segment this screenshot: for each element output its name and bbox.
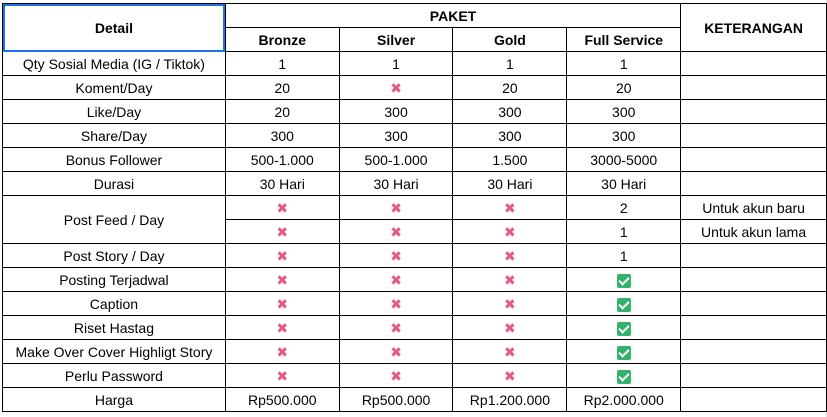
value-cell[interactable]: 300 (225, 124, 339, 148)
check-icon (617, 322, 631, 336)
x-icon: ✖ (504, 223, 516, 240)
table-row (3, 268, 827, 292)
table-row (3, 52, 827, 76)
detail-header-cell[interactable]: Detail (3, 4, 226, 52)
value-cell[interactable]: 30 Hari (453, 172, 567, 196)
table-row (3, 172, 827, 196)
check-icon (617, 346, 631, 360)
x-icon: ✖ (504, 271, 516, 288)
x-icon: ✖ (390, 271, 402, 288)
check-icon (617, 298, 631, 312)
x-icon: ✖ (276, 367, 289, 384)
row-label-cell[interactable]: Share/Day (3, 124, 226, 148)
value-cell[interactable]: 300 (339, 100, 453, 124)
value-cell[interactable] (225, 292, 339, 316)
table-row (3, 340, 827, 364)
value-cell[interactable] (339, 220, 453, 244)
note-cell[interactable] (681, 268, 827, 292)
value-cell[interactable] (567, 268, 681, 292)
value-cell[interactable]: 300 (453, 124, 567, 148)
x-icon: ✖ (504, 367, 516, 384)
note-cell[interactable]: Untuk akun baru (681, 196, 827, 220)
row-label-cell[interactable]: Caption (3, 292, 226, 316)
value-cell[interactable] (225, 268, 339, 292)
value-cell[interactable]: 500-1.000 (225, 148, 339, 172)
value-cell[interactable] (567, 316, 681, 340)
value-cell[interactable]: 30 Hari (567, 172, 681, 196)
value-cell[interactable] (339, 196, 453, 220)
header-row-1 (3, 4, 827, 28)
package-header-silver[interactable]: Silver (339, 28, 453, 52)
x-icon: ✖ (390, 319, 402, 336)
value-cell[interactable]: 1 (567, 220, 681, 244)
table-row (3, 124, 827, 148)
note-cell[interactable] (681, 292, 827, 316)
value-cell[interactable]: 30 Hari (339, 172, 453, 196)
value-cell[interactable]: 2 (567, 196, 681, 220)
row-label-cell[interactable]: Perlu Password (3, 364, 226, 388)
note-cell[interactable] (681, 100, 827, 124)
value-cell[interactable]: 1 (567, 244, 681, 268)
x-icon: ✖ (390, 367, 402, 384)
value-cell[interactable] (339, 76, 453, 100)
note-cell[interactable] (681, 316, 827, 340)
value-cell[interactable]: 3000-5000 (567, 148, 681, 172)
value-cell[interactable]: 300 (567, 124, 681, 148)
value-cell[interactable]: 1 (225, 52, 339, 76)
row-label-cell[interactable]: Qty Sosial Media (IG / Tiktok) (3, 52, 226, 76)
note-cell[interactable] (681, 172, 827, 196)
table-row (3, 148, 827, 172)
value-cell[interactable] (453, 220, 567, 244)
table-row (3, 244, 827, 268)
row-label-cell[interactable]: Post Story / Day (3, 244, 226, 268)
check-icon (617, 370, 631, 384)
value-cell[interactable] (339, 316, 453, 340)
value-cell[interactable]: 1 (339, 52, 453, 76)
value-cell[interactable] (453, 292, 567, 316)
package-header-full-service[interactable]: Full Service (567, 28, 681, 52)
note-cell[interactable] (681, 340, 827, 364)
package-header-bronze[interactable]: Bronze (225, 28, 339, 52)
value-cell[interactable] (453, 340, 567, 364)
value-cell[interactable] (453, 316, 567, 340)
value-cell[interactable] (567, 364, 681, 388)
x-icon: ✖ (390, 343, 402, 360)
x-icon: ✖ (276, 271, 289, 288)
value-cell[interactable] (453, 244, 567, 268)
value-cell[interactable] (339, 340, 453, 364)
value-cell[interactable] (453, 268, 567, 292)
value-cell[interactable]: Rp500.000 (339, 388, 453, 412)
row-label-cell[interactable]: Harga (3, 388, 226, 412)
note-cell[interactable] (681, 124, 827, 148)
value-cell[interactable]: 300 (567, 100, 681, 124)
x-icon: ✖ (276, 247, 289, 264)
row-label-cell[interactable]: Like/Day (3, 100, 226, 124)
value-cell[interactable]: 1 (567, 52, 681, 76)
table-row (3, 364, 827, 388)
value-cell[interactable]: 300 (453, 100, 567, 124)
value-cell[interactable]: 1.500 (453, 148, 567, 172)
value-cell[interactable] (567, 292, 681, 316)
row-label-cell[interactable]: Make Over Cover Highligt Story (3, 340, 226, 364)
x-icon: ✖ (276, 295, 289, 312)
row-label-cell[interactable]: Koment/Day (3, 76, 226, 100)
note-cell[interactable] (681, 364, 827, 388)
value-cell[interactable] (339, 244, 453, 268)
table-row (3, 196, 827, 220)
value-cell[interactable] (453, 364, 567, 388)
x-icon: ✖ (276, 343, 289, 360)
x-icon: ✖ (504, 199, 516, 216)
x-icon: ✖ (390, 223, 402, 240)
value-cell[interactable]: Rp2.000.000 (567, 388, 681, 412)
row-label-cell[interactable]: Riset Hastag (3, 316, 226, 340)
table-row (3, 100, 827, 124)
x-icon: ✖ (390, 79, 402, 96)
value-cell[interactable] (453, 196, 567, 220)
keterangan-header-cell[interactable]: KETERANGAN (681, 4, 827, 52)
x-icon: ✖ (276, 223, 289, 240)
value-cell[interactable]: 20 (225, 100, 339, 124)
value-cell[interactable] (339, 292, 453, 316)
x-icon: ✖ (390, 295, 402, 312)
row-label-cell[interactable]: Post Feed / Day (3, 196, 226, 244)
table-row (3, 316, 827, 340)
table-row (3, 292, 827, 316)
value-cell[interactable] (567, 340, 681, 364)
note-cell[interactable] (681, 148, 827, 172)
value-cell[interactable] (339, 268, 453, 292)
value-cell[interactable]: 1 (453, 52, 567, 76)
value-cell[interactable] (225, 340, 339, 364)
package-header-gold[interactable]: Gold (453, 28, 567, 52)
value-cell[interactable]: 30 Hari (225, 172, 339, 196)
value-cell[interactable] (339, 364, 453, 388)
x-icon: ✖ (504, 247, 516, 264)
value-cell[interactable] (225, 196, 339, 220)
note-cell[interactable] (681, 52, 827, 76)
row-label-cell[interactable]: Durasi (3, 172, 226, 196)
note-cell[interactable]: Untuk akun lama (681, 220, 827, 244)
row-label-cell[interactable]: Bonus Follower (3, 148, 226, 172)
package-comparison-table (2, 3, 827, 412)
x-icon: ✖ (504, 319, 516, 336)
x-icon: ✖ (390, 199, 402, 216)
note-cell[interactable] (681, 244, 827, 268)
x-icon: ✖ (276, 199, 289, 216)
note-cell[interactable] (681, 76, 827, 100)
value-cell[interactable]: 300 (339, 124, 453, 148)
x-icon: ✖ (276, 319, 289, 336)
check-icon (617, 274, 631, 288)
note-cell[interactable] (681, 388, 827, 412)
x-icon: ✖ (504, 295, 516, 312)
value-cell[interactable]: 20 (567, 76, 681, 100)
value-cell[interactable]: 500-1.000 (339, 148, 453, 172)
paket-header-cell[interactable]: PAKET (225, 4, 680, 28)
table-row (3, 388, 827, 412)
value-cell[interactable]: Rp1.200.000 (453, 388, 567, 412)
x-icon: ✖ (390, 247, 402, 264)
value-cell[interactable] (225, 364, 339, 388)
value-cell[interactable] (225, 220, 339, 244)
value-cell[interactable]: 20 (453, 76, 567, 100)
row-label-cell[interactable]: Posting Terjadwal (3, 268, 226, 292)
x-icon: ✖ (504, 343, 516, 360)
value-cell[interactable]: 20 (225, 76, 339, 100)
value-cell[interactable] (225, 244, 339, 268)
table-row (3, 76, 827, 100)
value-cell[interactable]: Rp500.000 (225, 388, 339, 412)
value-cell[interactable] (225, 316, 339, 340)
